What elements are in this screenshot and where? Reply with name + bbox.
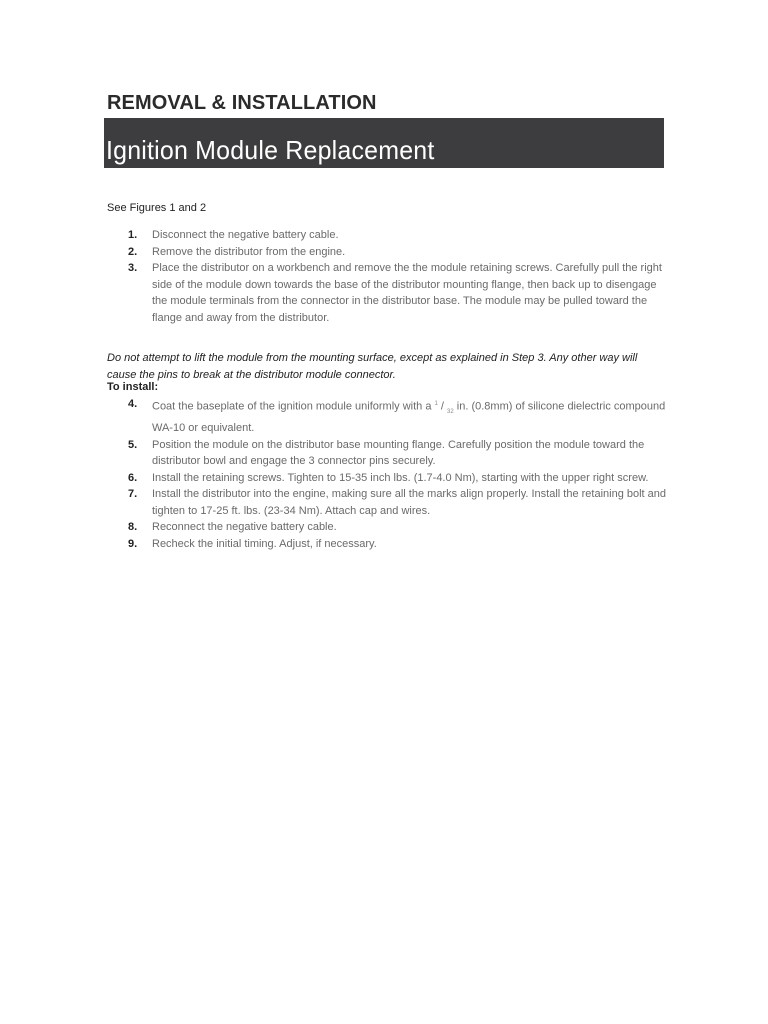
list-item [107, 519, 667, 536]
step-text: Place the distributor on a workbench and remove the the module retaining screws. Carefully pull the right side of the module down towards the base of the distributor mounting flange, then back up to disengage the module terminals from the connector in the distributor base. The module may be pulled toward the flange and away from the distributor. [152, 262, 662, 324]
step-text: in. (0.8mm) of silicone dielectric compound WA-10 or equivalent. [152, 400, 666, 435]
step-text: Position the module on the distributor base mounting flange. Carefully position the module toward the distributor bowl and engage the 3 connector pins securely. [152, 438, 645, 468]
step-number: 5. [128, 438, 138, 451]
list-item [107, 244, 667, 261]
to-install-heading: To install: [107, 381, 159, 393]
list-item [107, 396, 667, 437]
fraction-denominator: 32 [447, 408, 454, 415]
title-bar [104, 118, 664, 168]
warning-note: Do not attempt to lift the module from the mounting surface, except as explained in Step 3. Any other way will cause the pins to break at the distributor module connector. [107, 352, 638, 381]
step-number: 4. [128, 398, 138, 410]
step-text: Remove the distributor from the engine. [152, 245, 346, 258]
page-title: Ignition Module Replacement [106, 135, 435, 165]
step-number: 2. [128, 245, 138, 258]
fraction-separator: / [440, 400, 444, 413]
see-figures-note: See Figures 1 and 2 [107, 202, 207, 214]
section-heading: REMOVAL & INSTALLATION [107, 92, 377, 114]
step-text: Coat the baseplate of the ignition module uniformly with a [152, 400, 432, 413]
step-number: 9. [128, 537, 138, 550]
list-item [107, 227, 667, 244]
step-text: Reconnect the negative battery cable. [152, 521, 337, 534]
list-item [107, 437, 667, 470]
step-number: 3. [128, 262, 138, 274]
step-number: 6. [128, 471, 138, 484]
step-text: Install the retaining screws. Tighten to 15-35 inch lbs. (1.7-4.0 Nm), starting with the upper right screw. [152, 471, 649, 484]
step-text: Disconnect the negative battery cable. [152, 229, 339, 241]
list-item [107, 470, 667, 487]
fraction-numerator: 1 [434, 401, 438, 407]
step-number: 8. [128, 521, 138, 534]
install-steps-list [107, 396, 667, 552]
list-item [107, 486, 667, 519]
list-item [107, 260, 667, 326]
step-number: 7. [128, 488, 138, 501]
step-number: 1. [128, 229, 138, 241]
list-item [107, 536, 667, 553]
step-text: Install the distributor into the engine, making sure all the marks align properly. Install the retaining bolt and tighten to 17-25 ft. lbs. (23-34 Nm). Attach cap and wires. [152, 488, 667, 517]
step-text: Recheck the initial timing. Adjust, if necessary. [152, 537, 377, 550]
removal-steps-list [107, 227, 667, 326]
